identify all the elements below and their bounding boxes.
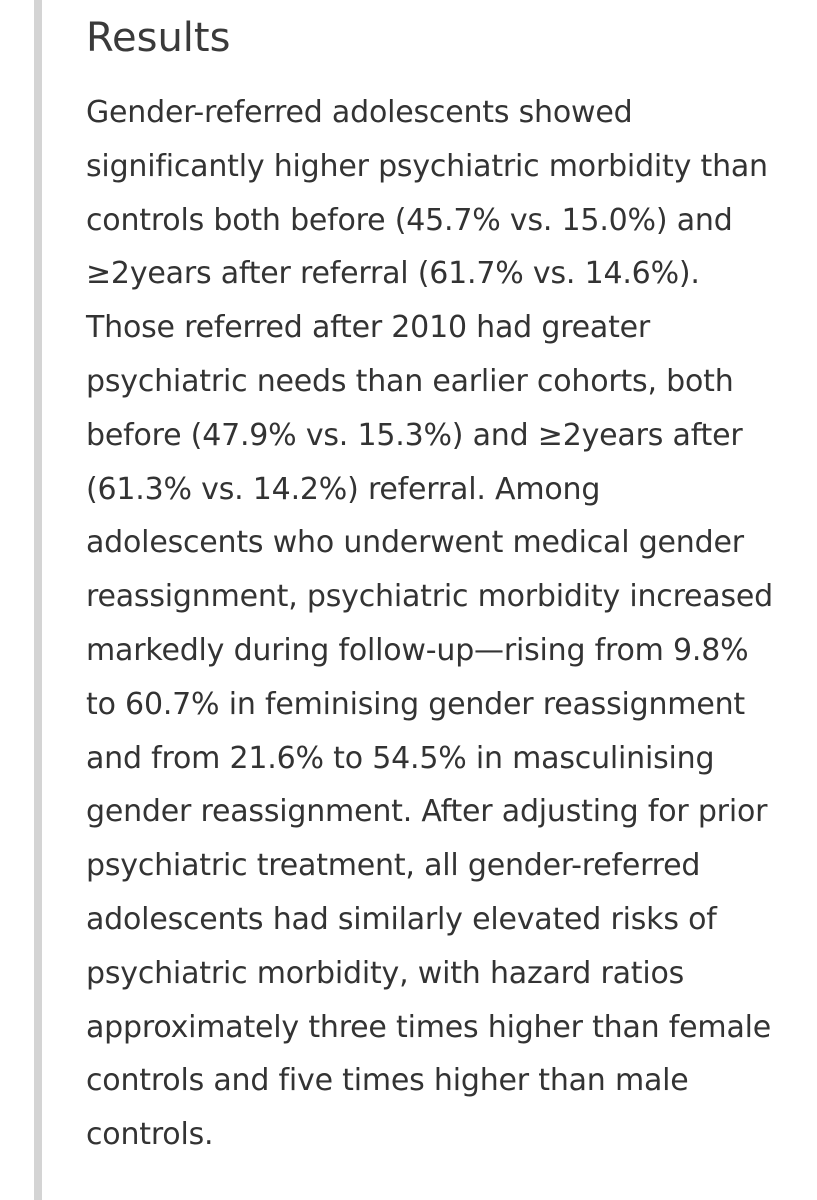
results-section: [86, 0, 786, 1162]
section-body-text: Gender-referred adolescents showed significantly higher psychiatric morbidity than controls both before (45.7% vs. 15.0%) and ≥2years after referral (61.7% vs. 14.6%). Those referred after 2010 had greater psychiatric needs than earlier cohorts, both before (47.9% vs. 15.3%) and ≥2years after (61.3% vs. 14.2%) referral. Among adolescents who underwent medical gender reassignment, psychiatric morbidity increased markedly during follow-up—rising from 9.8% to 60.7% in feminising gender reassignment and from 21.6% to 54.5% in masculinising gender reassignment. After adjusting for prior psychiatric treatment, all gender-referred adolescents had similarly elevated risks of psychiatric morbidity, with hazard ratios approximately three times higher than female controls and five times higher than male controls.: [86, 95, 774, 1153]
blockquote-rule: [34, 0, 42, 1200]
section-heading: Results: [86, 15, 231, 61]
